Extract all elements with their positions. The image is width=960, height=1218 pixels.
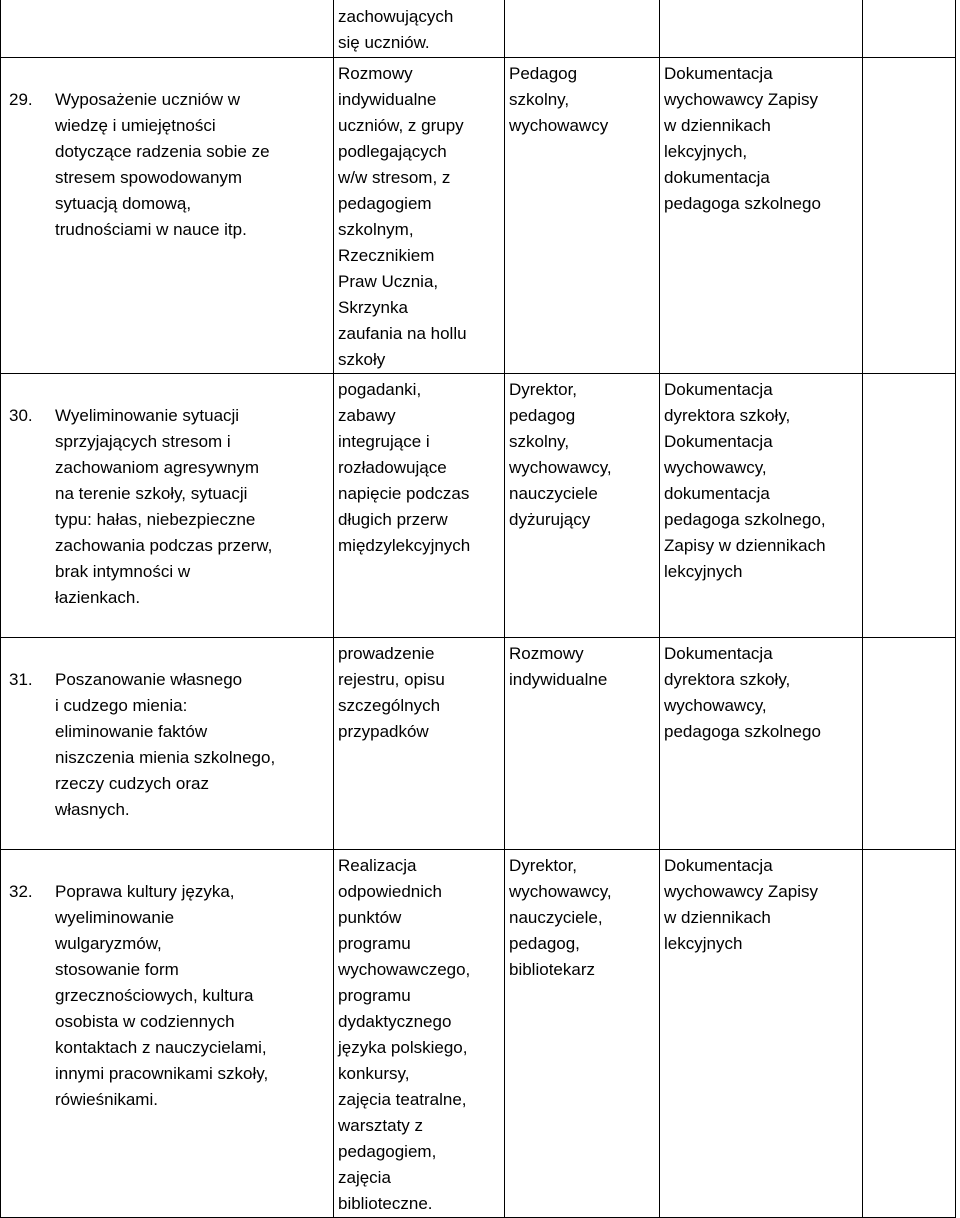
documentation-cell — [660, 0, 863, 58]
goal-text: Poprawa kultury języka, wyeliminowanie wulgaryzmów, stosowanie form grzecznościowych, kultura osobista w codziennych kontaktach z nauczycielami, innymi pracownikami szkoły, rówieśnikami. — [55, 882, 269, 1109]
notes-cell — [863, 0, 956, 58]
goal-cell — [1, 0, 334, 58]
forms-cell — [334, 638, 505, 850]
goal-text: Wyeliminowanie sytuacji sprzyjających stresom i zachowaniom agresywnym na terenie szkoły, sytuacji typu: hałas, niebezpieczne zachowania podczas przerw, brak intymności w łazienkach. — [55, 406, 273, 607]
row-number: 29. — [9, 90, 33, 109]
forms-cell — [334, 0, 505, 58]
responsible-cell — [505, 374, 660, 638]
forms-text: Realizacja odpowiednich punktów programu wychowawczego, programu dydaktycznego języka polskiego, konkursy, zajęcia teatralne, warsztaty z pedagogiem, zajęcia biblioteczne. — [338, 856, 471, 1213]
documentation-text: Dokumentacja dyrektora szkoły, wychowawcy, pedagoga szkolnego — [664, 644, 821, 741]
notes-cell — [863, 374, 956, 638]
goal-cell — [1, 638, 334, 850]
responsible-cell — [505, 58, 660, 374]
documentation-cell — [660, 374, 863, 638]
documentation-text: Dokumentacja dyrektora szkoły, Dokumentacja wychowawcy, dokumentacja pedagoga szkolnego, Zapisy w dziennikach lekcyjnych — [664, 380, 826, 581]
responsible-cell — [505, 0, 660, 58]
goal-text: Poszanowanie własnego i cudzego mienia: eliminowanie faktów niszczenia mienia szkolnego, rzeczy cudzych oraz własnych. — [55, 670, 276, 819]
goal-cell — [1, 850, 334, 1218]
row-number: 32. — [9, 882, 33, 901]
forms-text: zachowujących się uczniów. — [338, 7, 454, 52]
responsible-text: Pedagog szkolny, wychowawcy — [509, 64, 609, 135]
goal-cell — [1, 58, 334, 374]
forms-text: prowadzenie rejestru, opisu szczególnych przypadków — [338, 644, 445, 741]
responsible-cell — [505, 638, 660, 850]
responsible-text: Dyrektor, wychowawcy, nauczyciele, pedagog, bibliotekarz — [509, 856, 612, 979]
table-row — [1, 638, 956, 850]
documentation-cell — [660, 850, 863, 1218]
documentation-cell — [660, 638, 863, 850]
table-row — [1, 0, 956, 58]
forms-cell — [334, 58, 505, 374]
forms-text: pogadanki, zabawy integrujące i rozładowujące napięcie podczas długich przerw międzylekcyjnych — [338, 380, 471, 555]
responsible-text: Dyrektor, pedagog szkolny, wychowawcy, nauczyciele dyżurujący — [509, 380, 612, 529]
documentation-text: Dokumentacja wychowawcy Zapisy w dziennikach lekcyjnych, dokumentacja pedagoga szkolnego — [664, 64, 821, 213]
forms-cell — [334, 374, 505, 638]
responsible-cell — [505, 850, 660, 1218]
notes-cell — [863, 638, 956, 850]
forms-text: Rozmowy indywidualne uczniów, z grupy podlegających w/w stresom, z pedagogiem szkolnym, Rzecznikiem Praw Ucznia, Skrzynka zaufania na hollu szkoły — [338, 64, 467, 369]
table-row — [1, 374, 956, 638]
row-number: 30. — [9, 406, 33, 425]
row-number: 31. — [9, 670, 33, 689]
notes-cell — [863, 58, 956, 374]
notes-cell — [863, 850, 956, 1218]
table-row — [1, 850, 956, 1218]
documentation-text: Dokumentacja wychowawcy Zapisy w dziennikach lekcyjnych — [664, 856, 818, 953]
documentation-cell — [660, 58, 863, 374]
table-row — [1, 58, 956, 374]
goal-cell — [1, 374, 334, 638]
responsible-text: Rozmowy indywidualne — [509, 644, 608, 689]
forms-cell — [334, 850, 505, 1218]
goal-text: Wyposażenie uczniów w wiedzę i umiejętności dotyczące radzenia sobie ze stresem spowodowanym sytuacją domową, trudnościami w nauce itp. — [55, 90, 270, 239]
